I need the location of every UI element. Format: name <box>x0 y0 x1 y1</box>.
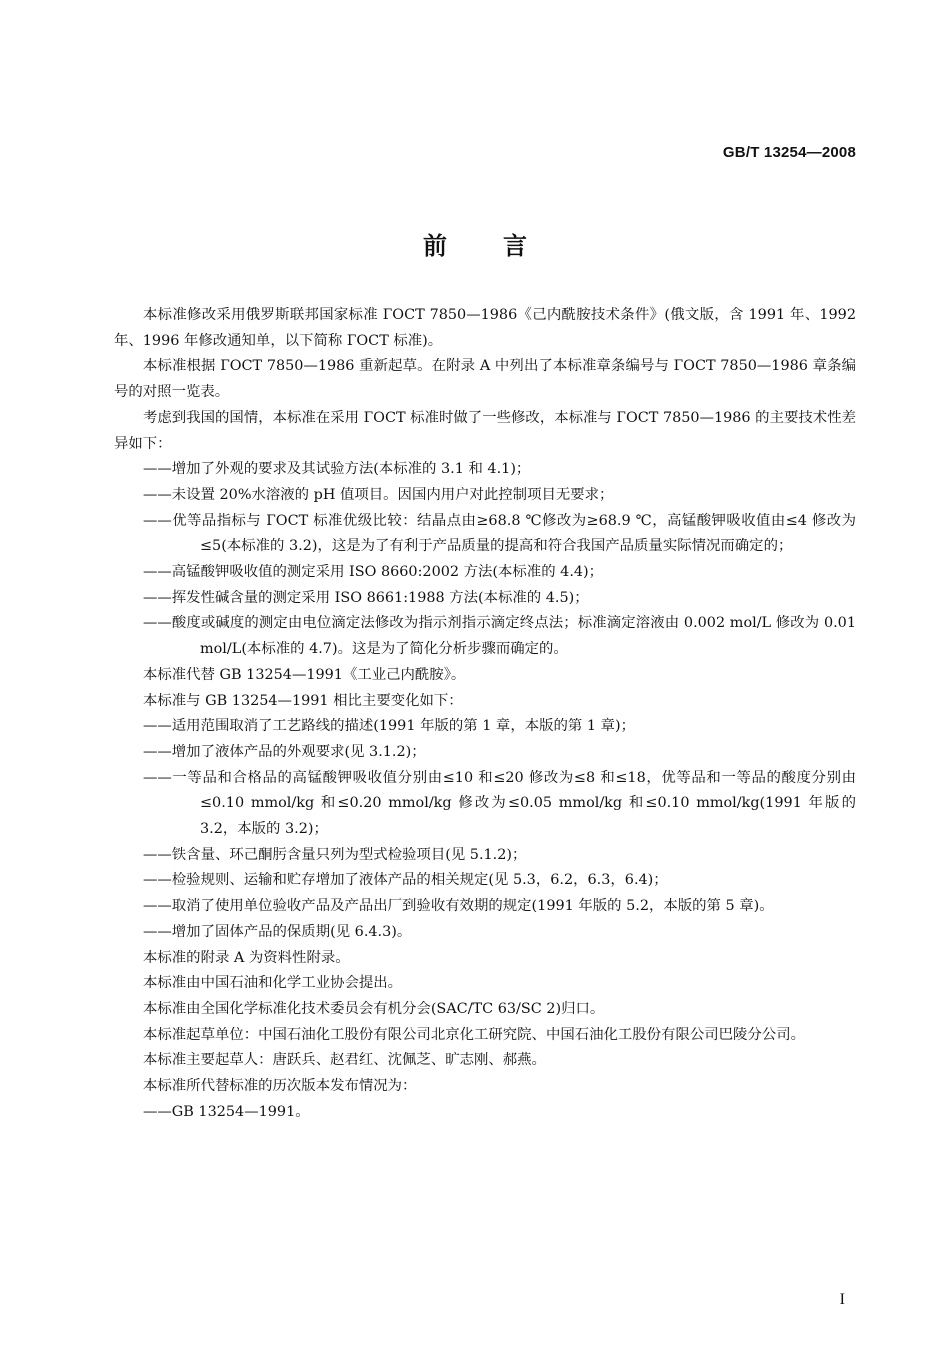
list-item: ——增加了固体产品的保质期(见 6.4.3)。 <box>143 923 412 940</box>
page-title: 前言 <box>423 232 583 260</box>
list-item: ——GB 13254—1991。 <box>143 1103 310 1120</box>
list-item: ——增加了液体产品的外观要求(见 3.1.2)； <box>143 743 426 760</box>
paragraph: 本标准所代替标准的历次版本发布情况为： <box>143 1078 417 1095</box>
foreword-body <box>114 303 856 1126</box>
paragraph: 本标准主要起草人：唐跃兵、赵君红、沈佩芝、旷志刚、郝燕。 <box>143 1052 546 1069</box>
list-item: ——酸度或碱度的测定由电位滴定法修改为指示剂指示滴定终点法；标准滴定溶液由 0.002 mol/L 修改为 0.01 mol/L(本标准的 4.7)。这是为了简化分析步骤而确定的。 <box>143 615 856 658</box>
list-item: ——优等品指标与 ГОСТ 标准优级比较：结晶点由≥68.8 ℃修改为≥68.9 ℃，高锰酸钾吸收值由≤4 修改为≤5(本标准的 3.2)，这是为了有利于产品质量的提高和符合我国产品质量实际情况而确定的； <box>143 512 856 555</box>
paragraph: 本标准的附录 A 为资料性附录。 <box>143 949 350 966</box>
list-item: ——检验规则、运输和贮存增加了液体产品的相关规定(见 5.3，6.2，6.3，6.4)； <box>143 872 668 889</box>
standard-code: GB/T 13254—2008 <box>722 144 856 161</box>
paragraph: 本标准与 GB 13254—1991 相比主要变化如下： <box>143 692 463 709</box>
paragraph: 考虑到我国的国情，本标准在采用 ГОСТ 标准时做了一些修改，本标准与 ГОСТ 7850—1986 的主要技术性差异如下： <box>114 409 856 452</box>
paragraph: 本标准由全国化学标准化技术委员会有机分会(SAC/TC 63/SC 2)归口。 <box>143 1000 605 1017</box>
list-item: ——适用范围取消了工艺路线的描述(1991 年版的第 1 章，本版的第 1 章)； <box>143 718 635 735</box>
paragraph: 本标准由中国石油和化学工业协会提出。 <box>143 975 403 992</box>
list-item: ——挥发性碱含量的测定采用 ISO 8661:1988 方法(本标准的 4.5)； <box>143 589 589 606</box>
list-item: ——一等品和合格品的高锰酸钾吸收值分别由≤10 和≤20 修改为≤8 和≤18，优等品和一等品的酸度分别由≤0.10 mmol/kg 和≤0.20 mmol/kg 修改为≤0.05 mmol/kg 和≤0.10 mmol/kg(1991 年版的 3.2，本版的 3.2)； <box>143 769 856 838</box>
list-item: ——增加了外观的要求及其试验方法(本标准的 3.1 和 4.1)； <box>143 461 531 478</box>
paragraph: 本标准代替 GB 13254—1991《工业己内酰胺》。 <box>143 666 466 683</box>
paragraph: 本标准修改采用俄罗斯联邦国家标准 ГОСТ 7850—1986《己内酰胺技术条件》(俄文版，含 1991 年、1992 年、1996 年修改通知单，以下简称 ГОСТ 标准)。 <box>114 307 856 349</box>
list-item: ——未设置 20%水溶液的 pH 值项目。因国内用户对此控制项目无要求； <box>143 486 614 503</box>
list-item: ——高锰酸钾吸收值的测定采用 ISO 8660:2002 方法(本标准的 4.4)； <box>143 564 604 581</box>
paragraph: 本标准根据 ГОСТ 7850—1986 重新起草。在附录 A 中列出了本标准章条编号与 ГОСТ 7850—1986 章条编号的对照一览表。 <box>114 358 856 401</box>
page-number: I <box>839 1291 845 1308</box>
paragraph: 本标准起草单位：中国石油化工股份有限公司北京化工研究院、中国石油化工股份有限公司巴陵分公司。 <box>143 1026 805 1043</box>
list-item: ——铁含量、环己酮肟含量只列为型式检验项目(见 5.1.2)； <box>143 846 527 863</box>
list-item: ——取消了使用单位验收产品及产品出厂到验收有效期的规定(1991 年版的 5.2，本版的第 5 章)。 <box>143 898 774 915</box>
